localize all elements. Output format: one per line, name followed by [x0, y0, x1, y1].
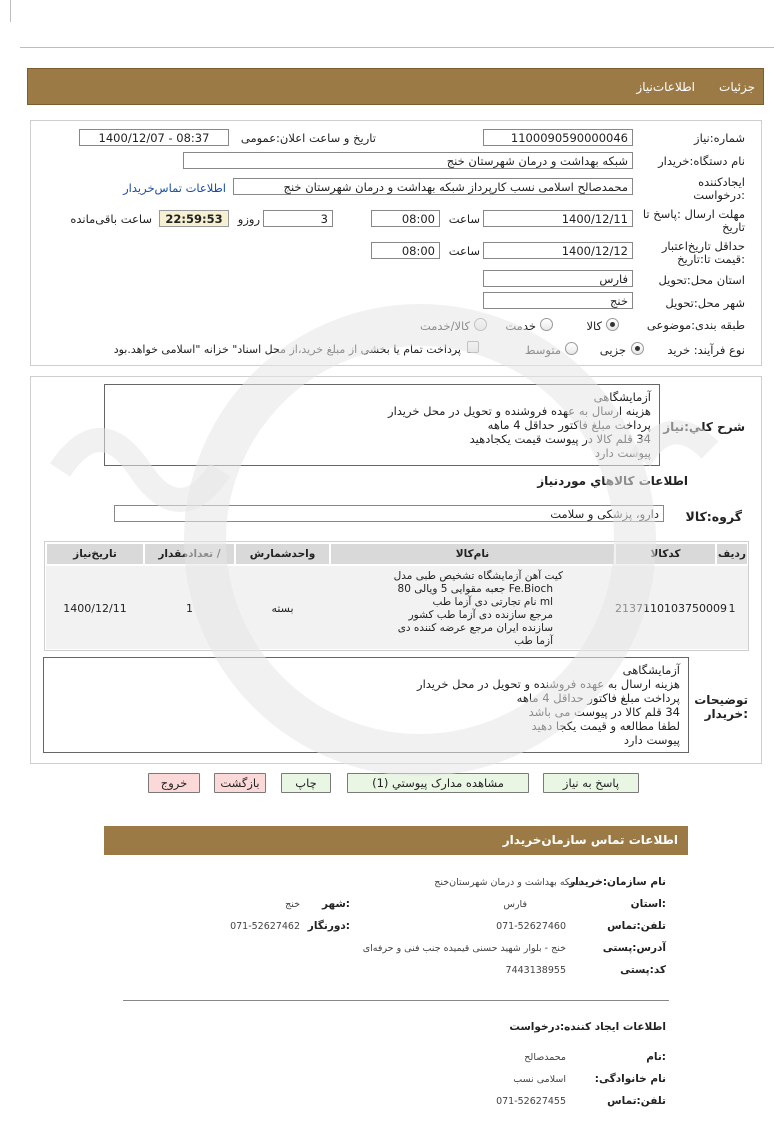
need-date-cell: 1400/12/11 [63, 602, 127, 615]
contact-header [104, 826, 688, 855]
top-left-border [10, 0, 11, 22]
tab-details[interactable]: جزئیات [719, 80, 755, 94]
buyer-notes-line-5: لطفا مطالعه و قیمت یکجا دهید [531, 719, 680, 733]
general-desc-line-4: 34 قلم کالا در پیوست قیمت یکجادهید [469, 432, 651, 446]
goods-code-cell: 2137110103750009 [615, 602, 727, 615]
contact-postal-value: 7443138955 [505, 965, 566, 976]
creator-family-label: نام خانوادگی: [594, 1073, 666, 1085]
contact-city-label: :شهر [322, 898, 350, 910]
general-desc-line-5: پیوست دارد [594, 446, 651, 460]
city-field: خنج [483, 292, 633, 309]
goods-name-line-2: Fe.Bioch جعبه مقوایی 5 ویالی 80 [397, 583, 553, 595]
contact-address-label: آدرس:پستی [602, 942, 666, 954]
goods-name-line-4: مرجع سازنده دی آزما طب کشور [408, 609, 553, 621]
contact-address-value: خنج - بلوار شهید حسنی قیمیده جنب فنی و حرفه‌ای [362, 943, 566, 954]
buyer-notes-line-4: 34 قلم کالا در پیوست می باشد [528, 705, 680, 719]
buyer-notes-line-6: پیوست دارد [623, 733, 680, 747]
print-button[interactable]: چاپ [281, 773, 331, 793]
remaining-label: ساعت باقی‌مانده [70, 212, 152, 226]
buyer-org-field: شبکه بهداشت و درمان شهرستان خنج [183, 152, 633, 169]
validity-label-1: حداقل تاریخ‌اعتبار [661, 239, 745, 253]
category-option-goods: کالا [586, 319, 602, 333]
back-button[interactable]: بازگشت [214, 773, 266, 793]
reply-deadline-label-1: مهلت ارسال :پاسخ تا [642, 207, 745, 221]
creator-name-label: :نام [646, 1051, 666, 1063]
buyer-notes-box [43, 657, 689, 753]
reply-date-field: 1400/12/11 [483, 210, 633, 227]
buyer-org-label: نام دستگاه:خریدار [658, 154, 745, 168]
category-radio-goods-service[interactable] [474, 318, 487, 331]
col-row-number: ردیف [716, 543, 748, 565]
goods-name-line-6: آزما طب [514, 635, 553, 647]
day-label: روزو [237, 212, 260, 226]
days-field: 3 [263, 210, 333, 227]
buyer-notes-line-3: پرداخت مبلغ فاکتور حداقل 4 ماهه [516, 691, 680, 705]
quantity-cell: 1 [186, 602, 193, 615]
process-option-medium: متوسط [524, 343, 561, 357]
contact-phone-value: 071-52627460 [496, 921, 566, 932]
attachments-button[interactable]: مشاهده مدارک پیوستي (1) [347, 773, 529, 793]
province-field: فارس [483, 270, 633, 287]
buyer-contact-link[interactable]: اطلاعات تماس‌خریدار [123, 181, 226, 195]
creator-field: محمدصالح اسلامی نسب کارپرداز شبکه بهداشت و درمان شهرستان خنج [233, 178, 633, 195]
buyer-notes-line-1: آزمایشگاهی [622, 663, 680, 677]
reply-time-field: 08:00 [371, 210, 440, 227]
treasury-payment-note: پرداخت تمام یا بخشی از مبلغ خرید،از محل اسناد" خزانه "اسلامی خواهد.بود [113, 343, 461, 356]
process-label: نوع فرآیند: خرید [667, 343, 745, 357]
general-desc-line-3: پرداخت مبلغ فاکتور حداقل 4 ماهه [487, 418, 651, 432]
general-desc-label: شرح کلي:نیاز [663, 420, 745, 434]
tab-need-info[interactable]: اطلاعات‌نیاز [636, 80, 695, 94]
creator-family-value: اسلامی نسب [513, 1074, 566, 1085]
reply-time-label: ساعت [448, 212, 480, 226]
contact-org-label: نام سازمان:خریدار [569, 876, 666, 888]
top-divider [20, 47, 774, 48]
buyer-notes-label-1: توضیحات [694, 693, 748, 707]
need-number-label: شماره:نیاز [694, 131, 745, 145]
process-option-minor: جزیی [599, 343, 626, 357]
creator-info-title: اطلاعات ایجاد کننده:درخواست [509, 1021, 666, 1033]
tab-bar [27, 68, 764, 105]
contact-title: اطلاعات تماس سازمان‌خریدار [502, 833, 678, 847]
category-radio-service[interactable] [540, 318, 553, 331]
process-radio-medium[interactable] [565, 342, 578, 355]
col-need-date: تاریخ‌نیاز [46, 543, 144, 565]
validity-label-2: :قیمت تا:تاریخ [677, 252, 745, 266]
contact-phone-label: تلفن:تماس [607, 920, 666, 932]
validity-time-label: ساعت [448, 244, 480, 258]
process-radio-minor[interactable] [631, 342, 644, 355]
contact-divider [123, 1000, 669, 1001]
contact-fax-value: 071-52627462 [230, 921, 300, 932]
goods-group-field: دارو، پزشکی و سلامت [114, 505, 664, 522]
goods-name-line-5: سازنده ایران مرجع عرضه کننده دی [397, 622, 553, 634]
validity-time-field: 08:00 [371, 242, 440, 259]
col-goods-code: کدکالا [615, 543, 716, 565]
reply-deadline-label-2: تاریخ [722, 220, 745, 234]
goods-name-line-3: ml نام تجارتی دی آزما طب [432, 596, 553, 608]
goods-name-line-1: کیت آهن آزمایشگاه تشخیص طبی مدل [393, 570, 563, 582]
unit-cell: بسته [271, 602, 294, 615]
creator-label-1: ایجادکننده [698, 175, 745, 189]
buyer-notes-line-2: هزینه ارسال به عهده فروشنده و تحویل در محل خریدار [417, 677, 680, 691]
contact-org-value: شبکه بهداشت و درمان شهرستان‌خنج [434, 877, 581, 888]
reply-button[interactable]: پاسخ به نیاز [543, 773, 639, 793]
row-number-cell: 1 [728, 602, 736, 615]
contact-postal-label: کد:پستی [620, 964, 666, 976]
city-label: شهر محل:تحویل [665, 296, 745, 310]
countdown-timer: 22:59:53 [159, 210, 229, 227]
contact-province-label: :استان [630, 898, 666, 910]
goods-info-title: اطلاعات کالاهاي موردنیاز [537, 474, 688, 488]
creator-label-2: :درخواست [693, 188, 745, 202]
general-desc-line-1: آزمایشگاهی [593, 390, 651, 404]
contact-fax-label: :دورنگار [307, 920, 350, 932]
announce-label: تاریخ و ساعت اعلان:عمومی [240, 131, 376, 145]
validity-date-field: 1400/12/12 [483, 242, 633, 259]
category-label: طبقه بندی:موضوعی [646, 318, 745, 332]
buyer-notes-label-2: :خریدار [704, 707, 748, 721]
category-radio-goods[interactable] [606, 318, 619, 331]
contact-city-value: خنج [285, 899, 300, 910]
creator-name-value: محمدصالح [524, 1052, 566, 1063]
need-number-field: 1100090590000046 [483, 129, 633, 146]
treasury-payment-checkbox[interactable] [467, 341, 479, 353]
general-desc-line-2: هزینه ارسال به عهده فروشنده و تحویل در محل خریدار [388, 404, 651, 418]
province-label: استان محل:تحویل [658, 273, 745, 287]
announce-field: 1400/12/07 - 08:37 [79, 129, 229, 146]
general-desc-box [104, 384, 660, 466]
creator-phone-value: 071-52627455 [496, 1096, 566, 1107]
category-option-service: خدمت [505, 319, 536, 333]
col-quantity: تعدادمقدار / [144, 543, 235, 565]
exit-button[interactable]: خروج [148, 773, 200, 793]
col-goods-name: نام‌کالا [330, 543, 615, 565]
contact-province-value: فارس [503, 899, 527, 910]
col-unit: واحدشمارش [235, 543, 330, 565]
category-option-goods-service: کالا/خدمت [419, 319, 470, 333]
creator-phone-label: تلفن:تماس [607, 1095, 666, 1107]
goods-group-label: گروه:کالا [685, 509, 742, 524]
